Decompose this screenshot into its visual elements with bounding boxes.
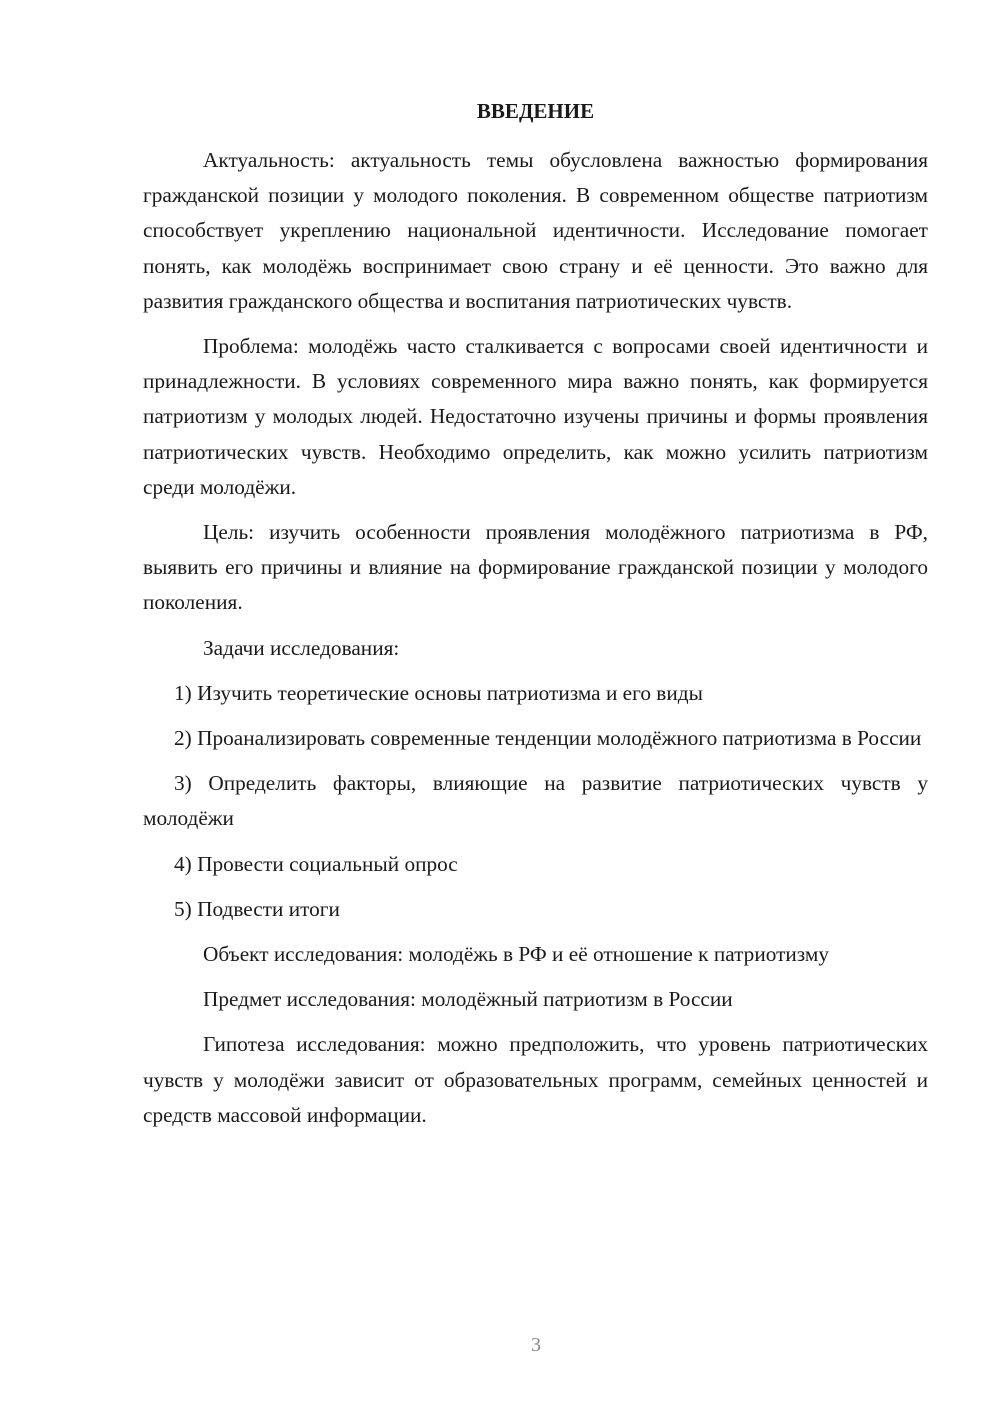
task-item-4: 4) Провести социальный опрос [174, 851, 458, 876]
task-item-5: 5) Подвести итоги [174, 896, 340, 921]
paragraph-problem: Проблема: молодёжь часто сталкивается с вопросами своей идентичности и принадлежности. В условиях современного мира важно понять, как формируется патриотизм у молодых людей. Недостаточно изучены причины и формы проявления патриотических чувств. Необходимо определить, как можно усилить патриотизм среди молодёжи. [143, 334, 928, 499]
tasks-title: Задачи исследования: [203, 635, 400, 660]
task-item-3: 3) Определить факторы, влияющие на развитие патриотических чувств у молодёжи [143, 771, 928, 831]
task-item-2: 2) Проанализировать современные тенденции молодёжного патриотизма в России [174, 726, 922, 751]
page-number: 3 [531, 1334, 541, 1356]
section-heading: ВВЕДЕНИЕ [476, 99, 595, 123]
paragraph-subject: Предмет исследования: молодёжный патриотизм в России [203, 987, 733, 1012]
paragraph-relevance: Актуальность: актуальность темы обусловлена важностью формирования гражданской позиции у молодого поколения. В современном обществе патриотизм способствует укреплению национальной идентичности. Исследование помогает понять, как молодёжь воспринимает свою страну и её ценности. Это важно для развития гражданского общества и воспитания патриотических чувств. [143, 148, 928, 313]
paragraph-object: Объект исследования: молодёжь в РФ и её отношение к патриотизму [203, 942, 830, 967]
task-item-1: 1) Изучить теоретические основы патриотизма и его виды [174, 680, 703, 705]
document-page [143, 94, 928, 1143]
paragraph-hypothesis: Гипотеза исследования: можно предположить, что уровень патриотических чувств у молодёжи зависит от образовательных программ, семейных ценностей и средств массовой информации. [143, 1032, 928, 1127]
paragraph-goal: Цель: изучить особенности проявления молодёжного патриотизма в РФ, выявить его причины и влияние на формирование гражданской позиции у молодого поколения. [143, 520, 928, 615]
